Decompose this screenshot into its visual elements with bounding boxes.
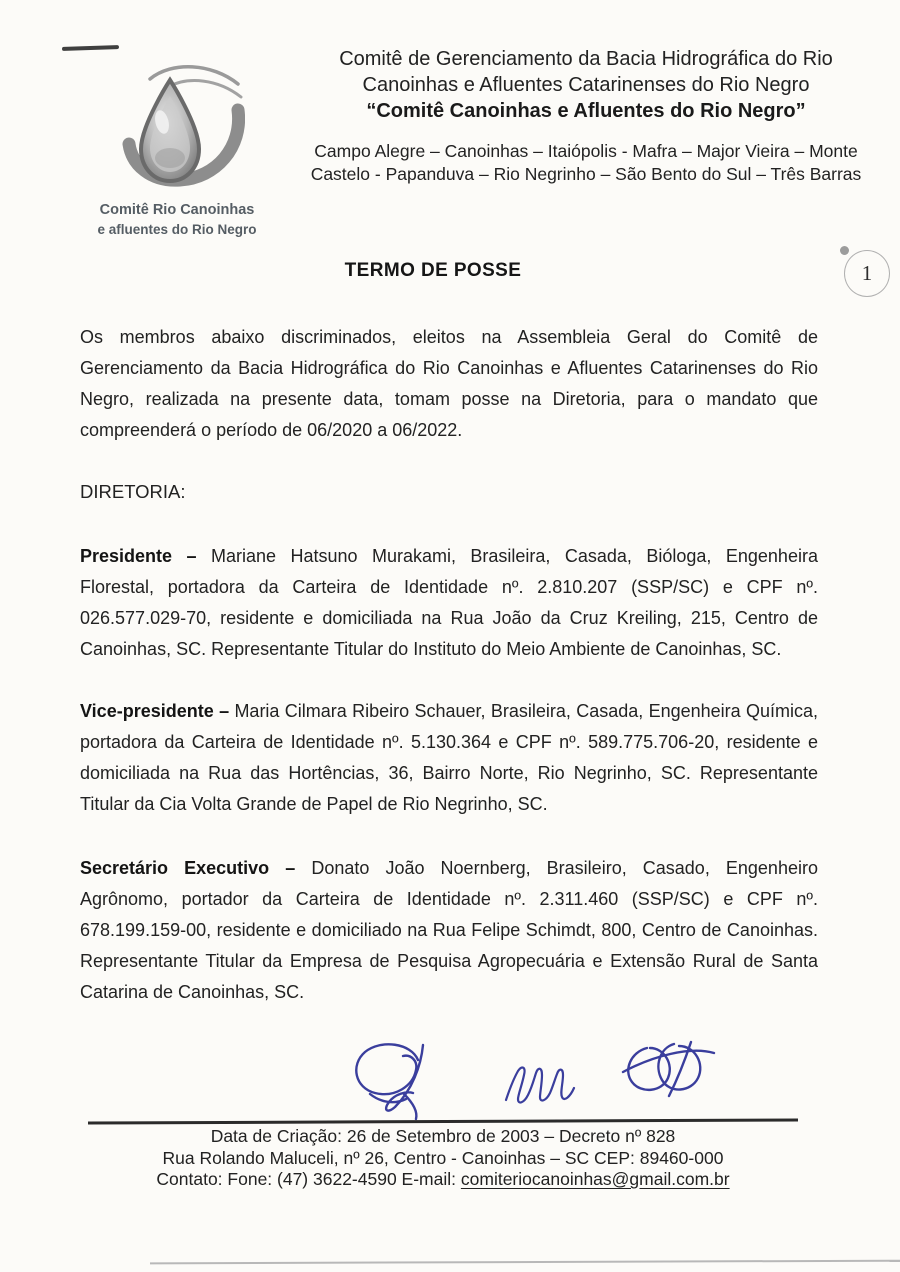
logo-caption-line1: Comitê Rio Canoinhas [99,202,255,218]
role-separator: – [285,858,296,878]
document-title: TERMO DE POSSE [344,260,522,281]
member-paragraph-vice-presidente [80,696,818,820]
member-role: Presidente [80,546,173,566]
footer-contact-prefix: Contato: Fone: (47) 3622-4590 E-mail: [156,1169,457,1189]
footer-contact [0,1169,886,1191]
handwritten-signature-1-icon [350,1038,436,1122]
member-role: Secretário Executivo [80,858,270,878]
letterhead [302,46,870,186]
footer-divider [88,1118,798,1124]
organization-alias: “Comitê Canoinhas e Afluentes do Rio Negro” [366,100,806,122]
member-details: Donato João Noernberg, Brasileiro, Casado, Engenheiro Agrônomo, portador da Carteira de Identidade nº. 2.311.460 (SSP/SC) e CPF nº. 678.199.159-00, residente e domiciliado na Rua Felipe Schimdt, 800, Centro de Canoinhas. Representante Titular da Empresa de Pesquisa Agropecuária e Extensão Rural de Santa Catarina de Canoinhas, SC. [80,858,818,1002]
page-number-badge: 1 [844,250,890,297]
water-drop-swoosh-icon [110,56,245,194]
footer-email-link[interactable]: comiteriocanoinhas@gmail.com.br [460,1169,730,1189]
logo-caption [92,201,262,239]
footer-address: Rua Rolando Maluceli, nº 26, Centro - Canoinhas – SC CEP: 89460-000 [162,1147,724,1168]
scan-bottom-edge [150,1260,900,1265]
member-role: Vice-presidente [80,701,214,721]
handwritten-signature-3-icon [620,1038,716,1100]
member-paragraph-presidente [80,541,818,665]
member-details: Mariane Hatsuno Murakami, Brasileira, Casada, Bióloga, Engenheira Florestal, portadora da Carteira de Identidade nº. 2.810.207 (SSP/SC) e CPF nº. 026.577.029-70, residente e domiciliada na Rua João da Cruz Kreiling, 215, Centro de Canoinhas, SC. Representante Titular do Instituto do Meio Ambiente de Canoinhas, SC. [80,546,818,659]
footer-creation-date: Data de Criação: 26 de Setembro de 2003 – Decreto nº 828 [210,1126,676,1146]
logo [92,56,262,239]
intro-paragraph: Os membros abaixo discriminados, eleitos na Assembleia Geral do Comitê de Gerenciamento da Bacia Hidrográfica do Rio Canoinhas e Afluentes Catarinenses do Rio Negro, realizada na presente data, tomam posse na Diretoria, para o mandato que compreenderá o período de 06/2020 a 06/2022. [80,327,818,440]
member-details: Maria Cilmara Ribeiro Schauer, Brasileira, Casada, Engenheira Química, portadora da Carteira de Identidade nº. 5.130.364 e CPF nº. 589.775.706-20, residente e domiciliada na Rua das Hortências, 36, Bairro Norte, Rio Negrinho, SC. Representante Titular da Cia Volta Grande de Papel de Rio Negrinho, SC. [80,701,818,814]
municipalities-list: Campo Alegre – Canoinhas – Itaiópolis - Mafra – Major Vieira – Monte Castelo - Papanduva – Rio Negrinho – São Bento do Sul – Três Barras [310,141,862,184]
organization-name: Comitê de Gerenciamento da Bacia Hidrográfica do Rio Canoinhas e Afluentes Catarinenses do Rio Negro [339,48,833,96]
handwritten-signature-2-icon [503,1060,577,1110]
page-number-dot [840,246,849,255]
footer [0,1126,886,1191]
logo-caption-line2: e afluentes do Rio Negro [97,221,257,237]
role-separator: – [219,701,230,721]
role-separator: – [186,546,197,566]
section-heading: DIRETORIA: [80,481,186,502]
member-paragraph-secretario-executivo [80,853,818,1008]
scan-artifact-mark [62,45,119,51]
